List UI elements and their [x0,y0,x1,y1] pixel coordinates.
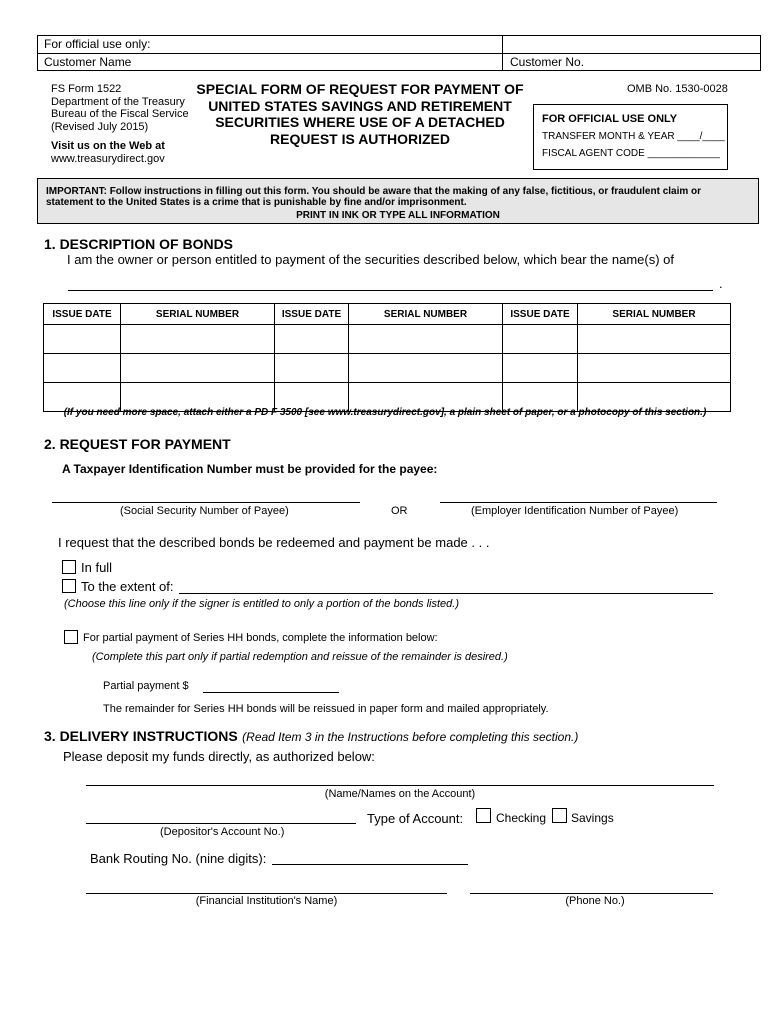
table-cell[interactable] [578,325,731,354]
column-header: SERIAL NUMBER [349,304,503,325]
account-number-label: (Depositor's Account No.) [160,826,285,838]
section-3-title: 3. DELIVERY INSTRUCTIONS [44,728,238,744]
official-use-vertical-divider [502,36,503,70]
important-line-2: statement to the United States is a crime that is punishable by fine and/or imprisonment. [46,197,467,208]
table-cell[interactable] [121,325,275,354]
table-cell[interactable] [503,325,578,354]
form-identification [51,83,189,165]
print-in-ink: PRINT IN INK OR TYPE ALL INFORMATION [296,210,500,221]
official-use-only-label: FOR OFFICIAL USE ONLY [542,113,678,125]
bonds-table [43,303,731,412]
column-header: SERIAL NUMBER [578,304,731,325]
bonds-table-header [44,304,731,325]
table-cell[interactable] [503,354,578,383]
title-line-3: SECURITIES WHERE USE OF A DETACHED [215,114,505,130]
section-2-heading: 2. REQUEST FOR PAYMENT [44,436,231,452]
official-use-box [37,35,761,71]
checking-checkbox[interactable] [476,808,491,823]
hh-partial-label: For partial payment of Series HH bonds, complete the information below: [83,632,438,644]
ssn-label: (Social Security Number of Payee) [120,505,289,517]
in-full-label: In full [81,560,113,575]
hh-partial-note: (Complete this part only if partial redemption and reissue of the remainder is desired.) [92,651,508,663]
column-header: ISSUE DATE [503,304,578,325]
form-id: FS Form 1522 [51,83,122,95]
table-row [44,354,731,383]
bond-names-field[interactable] [68,290,713,291]
section-3-note: (Read Item 3 in the Instructions before completing this section.) [242,730,579,744]
ein-label: (Employer Identification Number of Payee) [471,505,679,517]
official-use-label: For official use only: [44,37,151,51]
fiscal-agent-code: FISCAL AGENT CODE _____________ [542,148,720,159]
customer-name-label: Customer Name [44,55,132,69]
table-cell[interactable] [44,354,121,383]
transfer-month-year: TRANSFER MONTH & YEAR ____/____ [542,131,725,142]
table-cell[interactable] [349,325,503,354]
column-header: SERIAL NUMBER [121,304,275,325]
routing-number-field[interactable] [272,864,468,865]
important-line-1: IMPORTANT: Follow instructions in filling out this form. You should be aware that the making of any false, fictitious, or fraudulent claim or [46,186,702,197]
phone-number-label: (Phone No.) [565,895,625,907]
more-space-note: (If you need more space, attach either a PD F 3500 [see www.treasurydirect.gov], a plain sheet of paper, or a photocopy of this section.) [63,407,707,418]
redeem-request: I request that the described bonds be redeemed and payment be made . . . [58,535,490,550]
table-cell[interactable] [578,354,731,383]
account-names-field[interactable] [86,785,714,786]
table-row [44,325,731,354]
revision-date: (Revised July 2015) [51,120,149,133]
ssn-field[interactable] [52,502,360,503]
extent-checkbox[interactable] [62,579,76,593]
institution-name-label: (Financial Institution's Name) [195,895,338,907]
column-header: ISSUE DATE [275,304,349,325]
owner-statement: I am the owner or person entitled to payment of the securities described below, which bear the name(s) of [67,252,674,267]
remainder-note: The remainder for Series HH bonds will be reissued in paper form and mailed appropriately. [103,703,549,715]
savings-label: Savings [571,811,614,825]
partial-payment-label: Partial payment $ [103,680,189,692]
phone-number-field[interactable] [470,893,713,894]
table-cell[interactable] [121,354,275,383]
title-line-2: UNITED STATES SAVINGS AND RETIREMENT [208,97,512,114]
checking-label: Checking [496,811,547,825]
visit-web-label: Visit us on the Web at [51,140,165,152]
important-notice [37,178,759,224]
account-number-field[interactable] [86,823,356,824]
table-cell[interactable] [349,354,503,383]
deposit-statement: Please deposit my funds directly, as authorized below: [63,749,375,764]
official-use-only-box [533,104,728,170]
section-1-heading: 1. DESCRIPTION OF BONDS [44,236,234,252]
extent-note: (Choose this line only if the signer is entitled to only a portion of the bonds listed.) [64,598,460,610]
routing-label: Bank Routing No. (nine digits): [90,851,267,866]
section-3-heading [44,728,578,746]
period: . [719,276,723,291]
omb-number: OMB No. 1530-0028 [627,83,728,95]
savings-checkbox[interactable] [552,808,567,823]
tin-required: A Taxpayer Identification Number must be provided for the payee: [62,462,438,476]
table-cell[interactable] [44,325,121,354]
table-cell[interactable] [275,325,349,354]
institution-name-field[interactable] [86,893,447,894]
official-use-divider [38,53,760,54]
in-full-checkbox[interactable] [62,560,76,574]
column-header: ISSUE DATE [44,304,121,325]
form-title [180,81,540,147]
extent-label: To the extent of: [81,579,174,594]
table-cell[interactable] [275,354,349,383]
department: Department of the Treasury [51,95,185,108]
customer-no-label: Customer No. [510,55,585,69]
account-type-label: Type of Account: [367,811,464,826]
website-url: www.treasurydirect.gov [51,152,165,165]
or-label: OR [391,505,408,517]
hh-partial-checkbox[interactable] [64,630,78,644]
account-names-label: (Name/Names on the Account) [324,788,476,800]
bureau: Bureau of the Fiscal Service [51,108,189,120]
partial-payment-field[interactable] [203,692,339,693]
extent-amount-field[interactable] [179,593,713,594]
title-line-4: REQUEST IS AUTHORIZED [270,130,450,147]
ein-field[interactable] [440,502,717,503]
title-line-1: SPECIAL FORM OF REQUEST FOR PAYMENT OF [196,81,524,97]
